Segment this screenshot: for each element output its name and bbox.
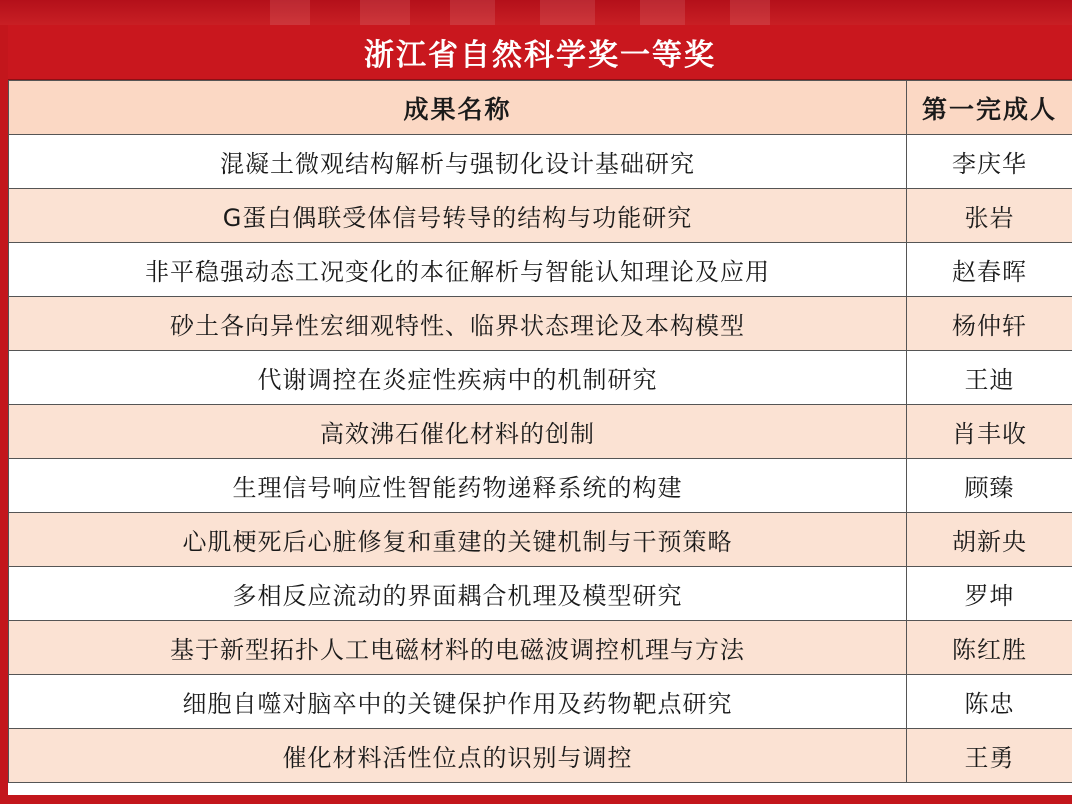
achievement-name-cell: 混凝土微观结构解析与强韧化设计基础研究 bbox=[9, 135, 907, 189]
first-completer-cell: 王迪 bbox=[907, 351, 1072, 405]
table-row bbox=[9, 243, 1072, 297]
deco-block bbox=[540, 0, 595, 25]
table-row bbox=[9, 351, 1072, 405]
first-completer-cell: 王勇 bbox=[907, 729, 1072, 783]
deco-block bbox=[730, 0, 770, 25]
table-row bbox=[9, 567, 1072, 621]
achievement-name-cell: 砂土各向异性宏细观特性、临界状态理论及本构模型 bbox=[9, 297, 907, 351]
table-row bbox=[9, 135, 1072, 189]
page-title: 浙江省自然科学奖一等奖 bbox=[8, 25, 1072, 80]
award-sheet bbox=[8, 25, 1072, 795]
achievement-name-cell: 代谢调控在炎症性疾病中的机制研究 bbox=[9, 351, 907, 405]
table-row bbox=[9, 621, 1072, 675]
first-completer-cell: 罗坤 bbox=[907, 567, 1072, 621]
first-completer-cell: 肖丰收 bbox=[907, 405, 1072, 459]
deco-block bbox=[640, 0, 685, 25]
achievement-name-cell: 多相反应流动的界面耦合机理及模型研究 bbox=[9, 567, 907, 621]
first-completer-cell: 张岩 bbox=[907, 189, 1072, 243]
first-completer-cell: 胡新央 bbox=[907, 513, 1072, 567]
table-row bbox=[9, 513, 1072, 567]
first-completer-cell: 陈忠 bbox=[907, 675, 1072, 729]
header-first-completer: 第一完成人 bbox=[907, 81, 1072, 135]
achievement-name-cell: 高效沸石催化材料的创制 bbox=[9, 405, 907, 459]
award-table bbox=[8, 80, 1072, 783]
first-completer-cell: 赵春晖 bbox=[907, 243, 1072, 297]
achievement-name-cell: 细胞自噬对脑卒中的关键保护作用及药物靶点研究 bbox=[9, 675, 907, 729]
table-row bbox=[9, 729, 1072, 783]
deco-block bbox=[450, 0, 495, 25]
top-decorative-band bbox=[0, 0, 1072, 25]
table-row bbox=[9, 405, 1072, 459]
first-completer-cell: 杨仲轩 bbox=[907, 297, 1072, 351]
first-completer-cell: 顾臻 bbox=[907, 459, 1072, 513]
achievement-name-cell: 心肌梗死后心脏修复和重建的关键机制与干预策略 bbox=[9, 513, 907, 567]
table-row bbox=[9, 189, 1072, 243]
table-header-row bbox=[9, 81, 1072, 135]
table-row bbox=[9, 459, 1072, 513]
achievement-name-cell: G蛋白偶联受体信号转导的结构与功能研究 bbox=[9, 189, 907, 243]
table-row bbox=[9, 675, 1072, 729]
achievement-name-cell: 非平稳强动态工况变化的本征解析与智能认知理论及应用 bbox=[9, 243, 907, 297]
achievement-name-cell: 基于新型拓扑人工电磁材料的电磁波调控机理与方法 bbox=[9, 621, 907, 675]
table-row bbox=[9, 297, 1072, 351]
first-completer-cell: 陈红胜 bbox=[907, 621, 1072, 675]
deco-block bbox=[270, 0, 310, 25]
header-achievement-name: 成果名称 bbox=[9, 81, 907, 135]
achievement-name-cell: 生理信号响应性智能药物递释系统的构建 bbox=[9, 459, 907, 513]
first-completer-cell: 李庆华 bbox=[907, 135, 1072, 189]
deco-block bbox=[360, 0, 410, 25]
table-body bbox=[9, 135, 1072, 783]
achievement-name-cell: 催化材料活性位点的识别与调控 bbox=[9, 729, 907, 783]
bottom-decorative-band bbox=[0, 795, 1072, 804]
